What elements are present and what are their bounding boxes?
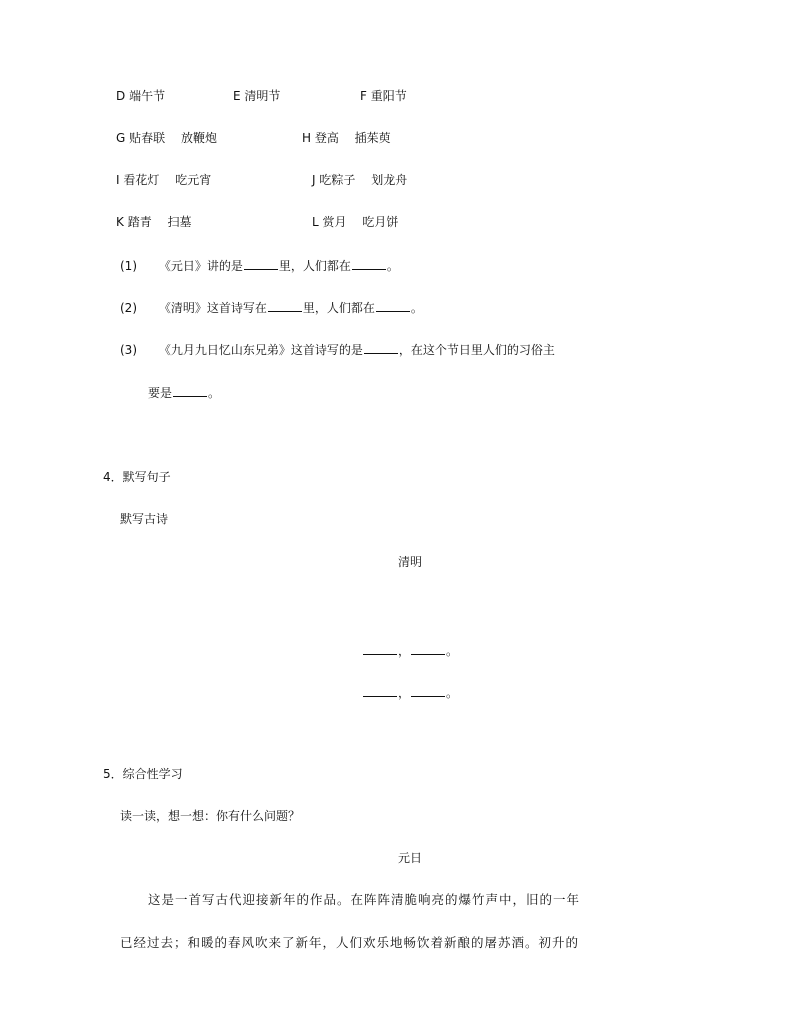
essay-title: 元日	[397, 851, 422, 865]
section-5-prompt: 读一读，想一想：你有什么问题？	[120, 809, 301, 823]
section-4-subtitle: 默写古诗	[120, 512, 169, 526]
option-text: 吃粽子 划龙舟	[319, 173, 408, 187]
option-text: 清明节	[244, 89, 281, 103]
essay-paragraph-line-1: 这是一首写古代迎接新年的作品。在阵阵清脆响亮的爆竹声中，旧的一年	[148, 892, 581, 907]
answer-blank[interactable]	[363, 684, 397, 697]
poem-line-1	[0, 642, 794, 659]
option-letter: L	[312, 215, 319, 229]
section-4-title: 4．默写句子	[103, 470, 171, 484]
option-l	[312, 214, 398, 230]
question-number: (2)	[120, 301, 137, 315]
option-d	[116, 88, 165, 104]
question-3-continuation	[148, 384, 220, 401]
answer-blank[interactable]	[268, 299, 302, 312]
question-text: ，在这个节日里人们的习俗主	[398, 343, 555, 357]
answer-blank[interactable]	[364, 341, 398, 354]
question-text: 《元日》讲的是	[158, 259, 243, 273]
option-f	[360, 88, 407, 104]
punctuation: 。	[386, 259, 399, 273]
answer-blank[interactable]	[411, 642, 445, 655]
option-e	[233, 88, 280, 104]
punctuation: 。	[446, 686, 459, 700]
question-1	[120, 257, 399, 274]
punctuation: ，	[397, 644, 410, 658]
option-text: 踏青 扫墓	[127, 215, 192, 229]
option-letter: H	[302, 131, 312, 145]
option-h	[302, 130, 391, 146]
option-letter: D	[116, 89, 126, 103]
option-letter: G	[116, 131, 126, 145]
option-j	[312, 172, 407, 188]
punctuation: 。	[446, 644, 459, 658]
option-k	[116, 214, 192, 230]
answer-blank[interactable]	[376, 299, 410, 312]
question-number: (1)	[120, 259, 137, 273]
punctuation: 。	[208, 386, 221, 400]
question-text: 要是	[148, 386, 173, 400]
question-text: 《九月九日忆山东兄弟》这首诗写的是	[158, 343, 363, 357]
punctuation: 。	[410, 301, 423, 315]
option-text: 赏月 吃月饼	[322, 215, 399, 229]
section-5-title: 5．综合性学习	[103, 767, 183, 781]
answer-blank[interactable]	[244, 257, 278, 270]
option-letter: J	[312, 173, 316, 187]
option-letter: F	[360, 89, 367, 103]
poem-line-2	[0, 684, 794, 701]
option-g	[116, 130, 217, 146]
question-3	[120, 341, 555, 358]
option-text: 重阳节	[370, 89, 407, 103]
question-text: 里，人们都在	[278, 259, 351, 273]
answer-blank[interactable]	[363, 642, 397, 655]
question-text: 里，人们都在	[302, 301, 375, 315]
option-text: 看花灯 吃元宵	[123, 173, 212, 187]
option-text: 端午节	[129, 89, 166, 103]
answer-blank[interactable]	[411, 684, 445, 697]
option-i	[116, 172, 211, 188]
poem-title: 清明	[397, 555, 422, 569]
punctuation: ，	[397, 686, 410, 700]
answer-blank[interactable]	[173, 384, 207, 397]
question-text: 《清明》这首诗写在	[158, 301, 267, 315]
option-text: 登高 插茱萸	[314, 131, 391, 145]
essay-paragraph-line-2: 已经过去；和暖的春风吹来了新年，人们欢乐地畅饮着新酿的屠苏酒。初升的	[120, 935, 580, 950]
option-letter: I	[116, 173, 120, 187]
option-text: 贴春联 放鞭炮	[129, 131, 217, 145]
answer-blank[interactable]	[352, 257, 386, 270]
question-number: (3)	[120, 343, 137, 357]
option-letter: E	[233, 89, 241, 103]
question-2	[120, 299, 423, 316]
option-letter: K	[116, 215, 124, 229]
